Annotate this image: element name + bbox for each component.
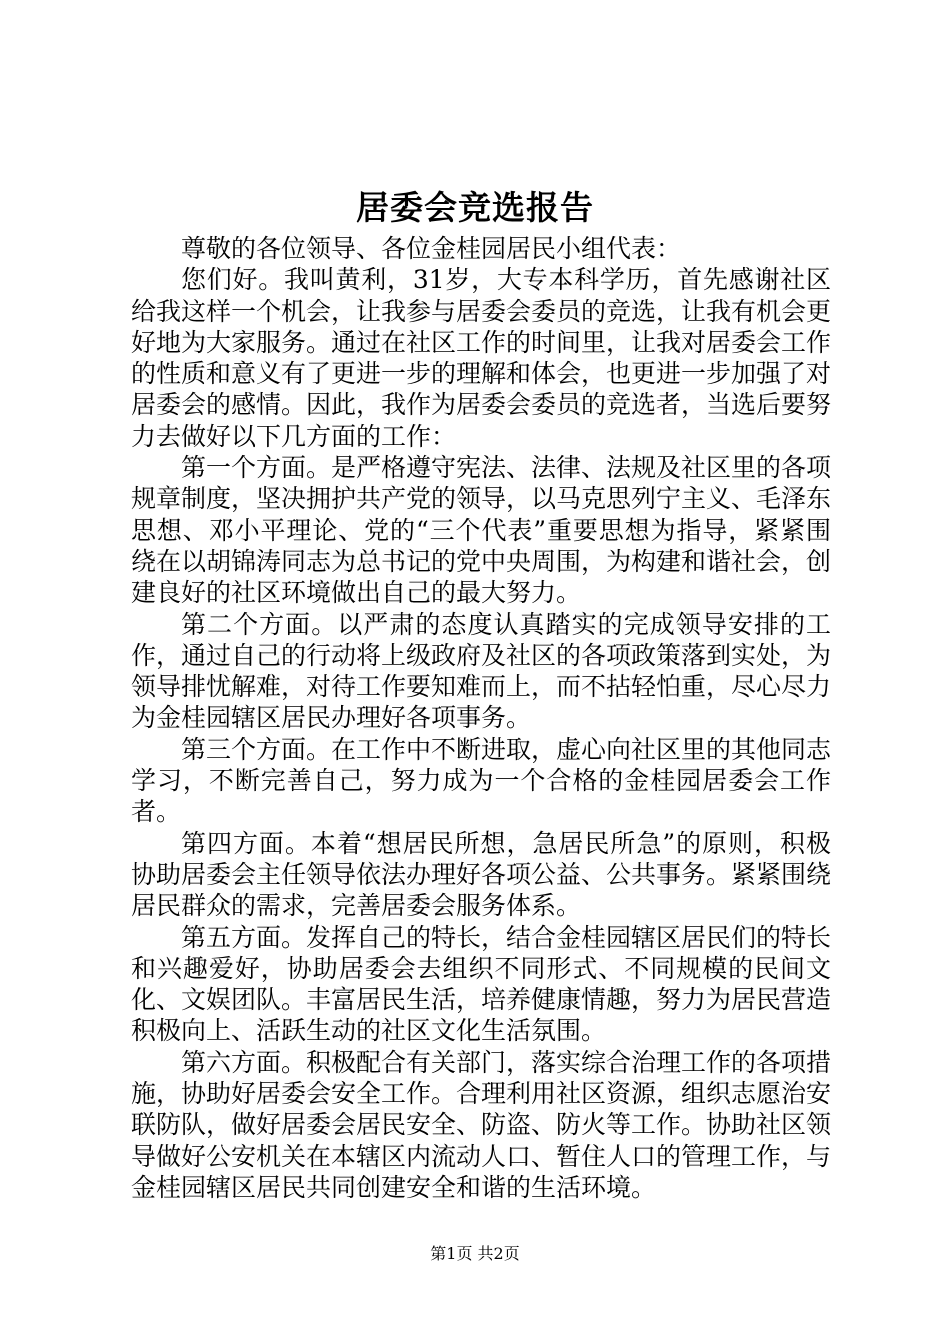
document-body <box>131 233 831 1203</box>
introduction-paragraph: 您们好。我叫黄利，31岁，大专本科学历，首先感谢社区给我这样一个机会，让我参与居委会委员的竞选，让我有机会更好地为大家服务。通过在社区工作的时间里，让我对居委会工作的性质和意义有了更进一步的理解和体会，也更进一步加强了对居委会的感情。因此，我作为居委会委员的竞选者，当选后要努力去做好以下几方面的工作： <box>131 265 832 451</box>
point-four-paragraph: 第四方面。本着“想居民所想，急居民所急”的原则，积极协助居委会主任领导依法办理好各项公益、公共事务。紧紧围绕居民群众的需求，完善居委会服务体系。 <box>131 828 832 921</box>
point-two-paragraph: 第二个方面。以严肃的态度认真踏实的完成领导安排的工作，通过自己的行动将上级政府及社区的各项政策落到实处，为领导排忧解难，对待工作要知难而上，而不拈轻怕重，尽心尽力为金桂园辖区居民办理好各项事务。 <box>131 609 832 733</box>
point-six-paragraph: 第六方面。积极配合有关部门，落实综合治理工作的各项措施，协助好居委会安全工作。合理利用社区资源，组织志愿治安联防队，做好居委会居民安全、防盗、防火等工作。协助社区领导做好公安机关在本辖区内流动人口、暂住人口的管理工作，与金桂园辖区居民共同创建安全和谐的生活环境。 <box>131 1047 832 1202</box>
document-title: 居委会竞选报告 <box>356 188 594 227</box>
point-five-paragraph: 第五方面。发挥自己的特长，结合金桂园辖区居民们的特长和兴趣爱好，协助居委会去组织不同形式、不同规模的民间文化、文娱团队。丰富居民生活，培养健康情趣，努力为居民营造积极向上、活跃生动的社区文化生活氛围。 <box>131 922 832 1046</box>
point-three-paragraph: 第三个方面。在工作中不断进取，虚心向社区里的其他同志学习，不断完善自己，努力成为一个合格的金桂园居委会工作者。 <box>131 734 832 827</box>
point-one-paragraph: 第一个方面。是严格遵守宪法、法律、法规及社区里的各项规章制度，坚决拥护共产党的领导，以马克思列宁主义、毛泽东思想、邓小平理论、党的“三个代表”重要思想为指导，紧紧围绕在以胡锦涛同志为总书记的党中央周围，为构建和谐社会，创建良好的社区环境做出自己的最大努力。 <box>131 453 832 608</box>
page-number-footer: 第1页 共2页 <box>430 1244 520 1263</box>
salutation-paragraph: 尊敬的各位领导、各位金桂园居民小组代表： <box>181 234 682 263</box>
